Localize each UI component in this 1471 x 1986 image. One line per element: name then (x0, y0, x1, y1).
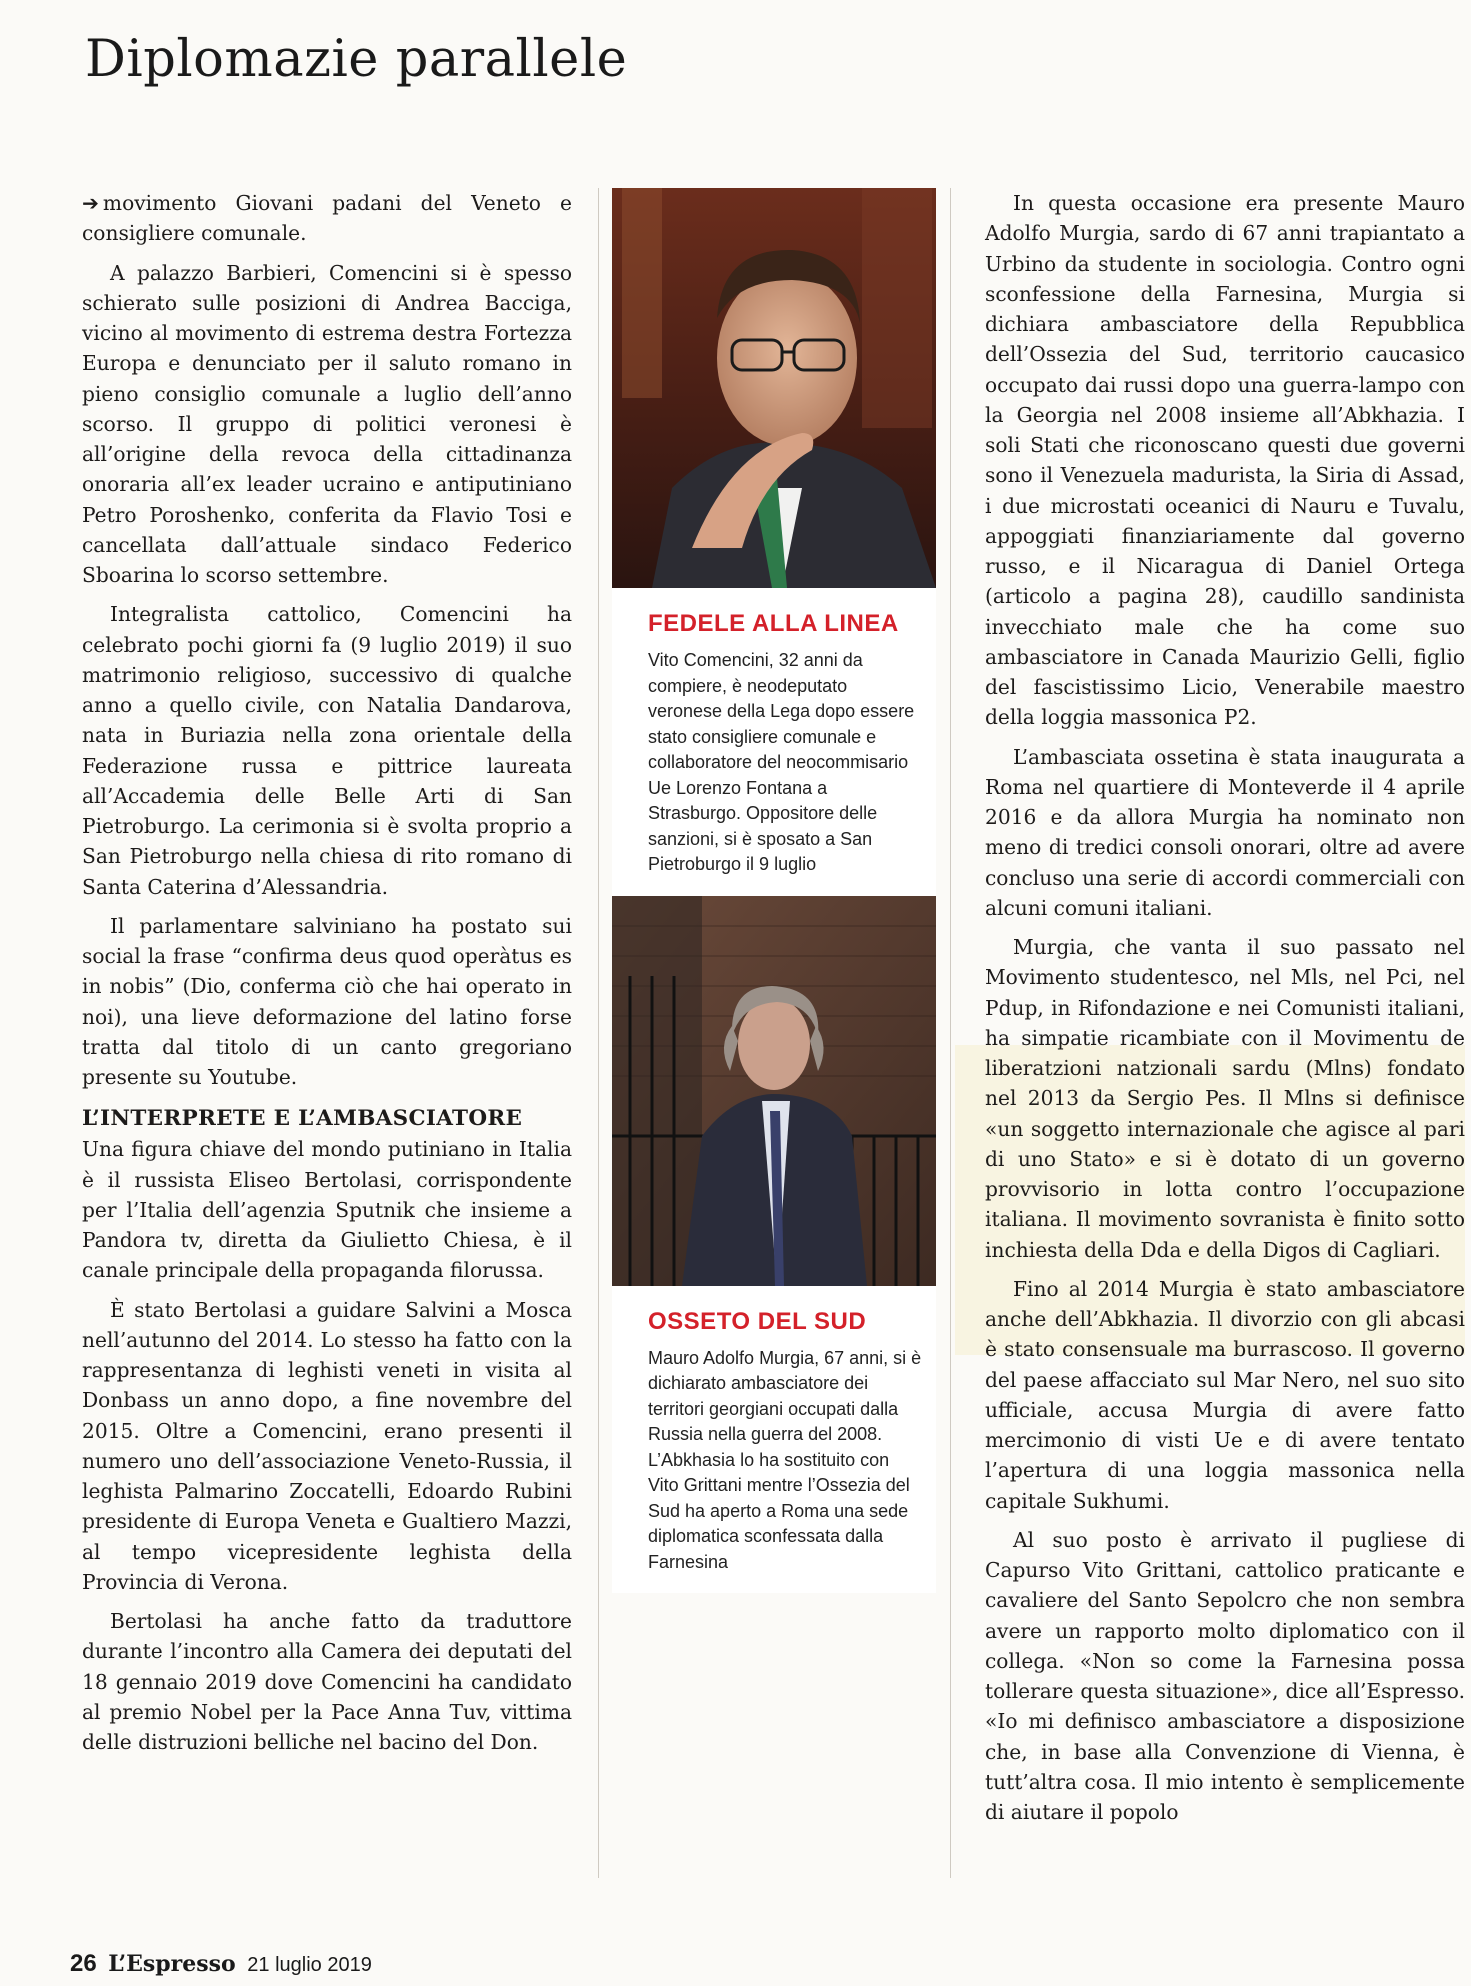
caption-text: Vito Comencini, 32 anni da compiere, è neodeputato veronese della Lega dopo essere stato consigliere comunale e collaboratore del neocommisario Ue Lorenzo Fontana a Strasburgo. Oppositore delle sanzioni, si è sposato a San Pietroburgo il 9 luglio (648, 650, 915, 874)
paragraph: Bertolasi ha anche fatto da traduttore durante l’incontro alla Camera dei deputati del 18 gennaio 2019 dove Comencini ha candidato al premio Nobel per la Pace Anna Tuv, vittima delle distruzioni belliche nel bacino del Don. (82, 1609, 572, 1754)
page-number: 26 (70, 1950, 97, 1977)
paragraph: È stato Bertolasi a guidare Salvini a Mosca nell’autunno del 2014. Lo stesso ha fatto con la rappresentanza di leghisti veneti in visita al Donbass un anno dopo, a fine novembre del 2015. Oltre a Comencini, erano presenti il numero uno dell’associazione Veneto-Russia, il leghista Palmarino Zoccatelli, Edoardo Rubini presidente di Europa Veneta e Gualtiero Mazzi, al tempo vicepresidente leghista della Provincia di Verona. (82, 1297, 572, 1594)
paragraph: Il parlamentare salviniano ha postato sui social la frase “confirma deus quod operàtus es in nobis” (Dio, conferma ciò che hai operato in noi), una lieve deformazione del latino forse tratta dal titolo di un canto gregoriano presente su Youtube. (82, 913, 572, 1089)
photo-caption (612, 588, 936, 896)
paragraph: Una figura chiave del mondo putiniano in Italia è il russista Eliseo Bertolasi, corrispondente per l’Italia dell’agenzia Sputnik che insieme a Pandora tv, diretta da Giulietto Chiesa, è il canale principale della propaganda filorussa. (82, 1137, 572, 1283)
photo-murgia (612, 896, 936, 1286)
paragraph: L’ambasciata ossetina è stata inaugurata a Roma nel quartiere di Monteverde il 4 aprile 2016 e da allora Murgia ha nominato non meno di tredici consoli onorari, oltre ad avere concluso una serie di accordi commerciali con alcuni comuni italiani. (985, 744, 1465, 920)
paragraph: Al suo posto è arrivato il pugliese di Capurso Vito Grittani, cattolico praticante e cavaliere del Santo Sepolcro che non sembra avere un rapporto molto diplomatico con il collega. «Non so come la Farnesina possa tollerare questa situazione», dice all’Espresso. «Io mi definisco ambasciatore a disposizione che, in base alla Convenzione di Vienna, è tutt’altra cosa. Il mio intento è semplicemente di aiutare il popolo (985, 1527, 1465, 1824)
paragraph: Fino al 2014 Murgia è stato ambasciatore anche dell’Abkhazia. Il divorzio con gli abcasi è stato consensuale ma burrascoso. Il governo del paese affacciato sul Mar Nero, nel suo sito ufficiale, accusa Murgia di avere fatto mercimonio di visti Ue e di avere tentato l’apertura di una loggia massonica nella capitale Sukhumi. (985, 1276, 1465, 1513)
paragraph: A palazzo Barbieri, Comencini si è spesso schierato sulle posizioni di Andrea Bacciga, vicino al movimento di estrema destra Fortezza Europa e denunciato per il saluto romano in pieno consiglio comunale a luglio dell’anno scorso. Il gruppo di politici veronesi è all’origine della revoca della cittadinanza onoraria all’ex leader ucraino e antiputiniano Petro Poroshenko, conferita da Flavio Tosi e cancellata dall’attuale sindaco Federico Sboarina lo scorso settembre. (82, 260, 572, 587)
right-column (985, 188, 1465, 1836)
photo-comencini (612, 188, 936, 588)
caption-text: Mauro Adolfo Murgia, 67 anni, si è dichiarato ambasciatore dei territori georgiani occupati dalla Russia nella guerra del 2008. L’Abkhasia lo ha sostituito con Vito Grittani mentre l’Ossezia del Sud ha aperto a Roma una sede diplomatica sconfessata dalla Farnesina (648, 1347, 922, 1572)
portrait-image (612, 188, 936, 588)
photo-caption (612, 1286, 936, 1594)
magazine-name: L’Espresso (108, 1951, 236, 1977)
issue-date: 21 luglio 2019 (247, 1954, 372, 1976)
caption-title: OSSETO DEL SUD (648, 1307, 867, 1335)
page-footer (70, 1950, 372, 1978)
column-divider (598, 188, 599, 1878)
section-heading: L’INTERPRETE E L’AMBASCIATORE (82, 1106, 523, 1132)
portrait-image (612, 896, 936, 1286)
column-divider (950, 188, 951, 1878)
right-arrow-icon: ➔ (82, 191, 99, 215)
left-column (82, 188, 572, 1766)
page-title: Diplomazie parallele (85, 30, 628, 89)
paragraph: In questa occasione era presente Mauro Adolfo Murgia, sardo di 67 anni trapiantato a Urbino da studente in sociologia. Contro ogni sconfessione della Farnesina, Murgia si dichiara ambasciatore della Repubblica dell’Ossezia del Sud, territorio caucasico occupato dai russi dopo una guerra-lampo con la Georgia nel 2008 insieme all’Abkhazia. I soli Stati che riconoscano questi due governi sono il Venezuela madurista, la Siria di Assad, i due microstati oceanici di Nauru e Tuvalu, appoggiati finanziariamente dal governo russo, e il Nicaragua di Daniel Ortega (articolo a pagina 28), caudillo sandinista invecchiato male che ha come suo ambasciatore in Canada Maurizio Gelli, figlio del fascistissimo Licio, Venerabile maestro della loggia massonica P2. (985, 191, 1465, 730)
paragraph: ➔ movimento Giovani padani del Veneto e consigliere comunale. (82, 191, 572, 246)
paragraph: Integralista cattolico, Comencini ha celebrato pochi giorni fa (9 luglio 2019) il suo matrimonio religioso, successivo di qualche anno a quello civile, con Natalia Dandarova, nata in Buriazia nella zona orientale della Federazione russa e pittrice laureata all’Accademia delle Belle Arti di San Pietroburgo. La cerimonia si è svolta proprio a San Pietroburgo nella chiesa di rito romano di Santa Caterina d’Alessandria. (82, 602, 572, 899)
paragraph: Murgia, che vanta il suo passato nel Movimento studentesco, nel Mls, nel Pci, nel Pdup, in Rifondazione e nei Comunisti italiani, ha simpatie ricambiate con il Movimentu de liberatzioni natzionali sardu (Mlns) fondato nel 2013 da Sergio Pes. Il Mlns si definisce «un soggetto internazionale che agisce al pari di uno Stato» e si è dotato di un governo provvisorio in lotta contro l’occupazione italiana. Il movimento sovranista è finito sotto inchiesta della Dda e della Digos di Cagliari. (985, 935, 1465, 1262)
photo-column (612, 188, 936, 1593)
caption-title: FEDELE ALLA LINEA (648, 610, 899, 637)
